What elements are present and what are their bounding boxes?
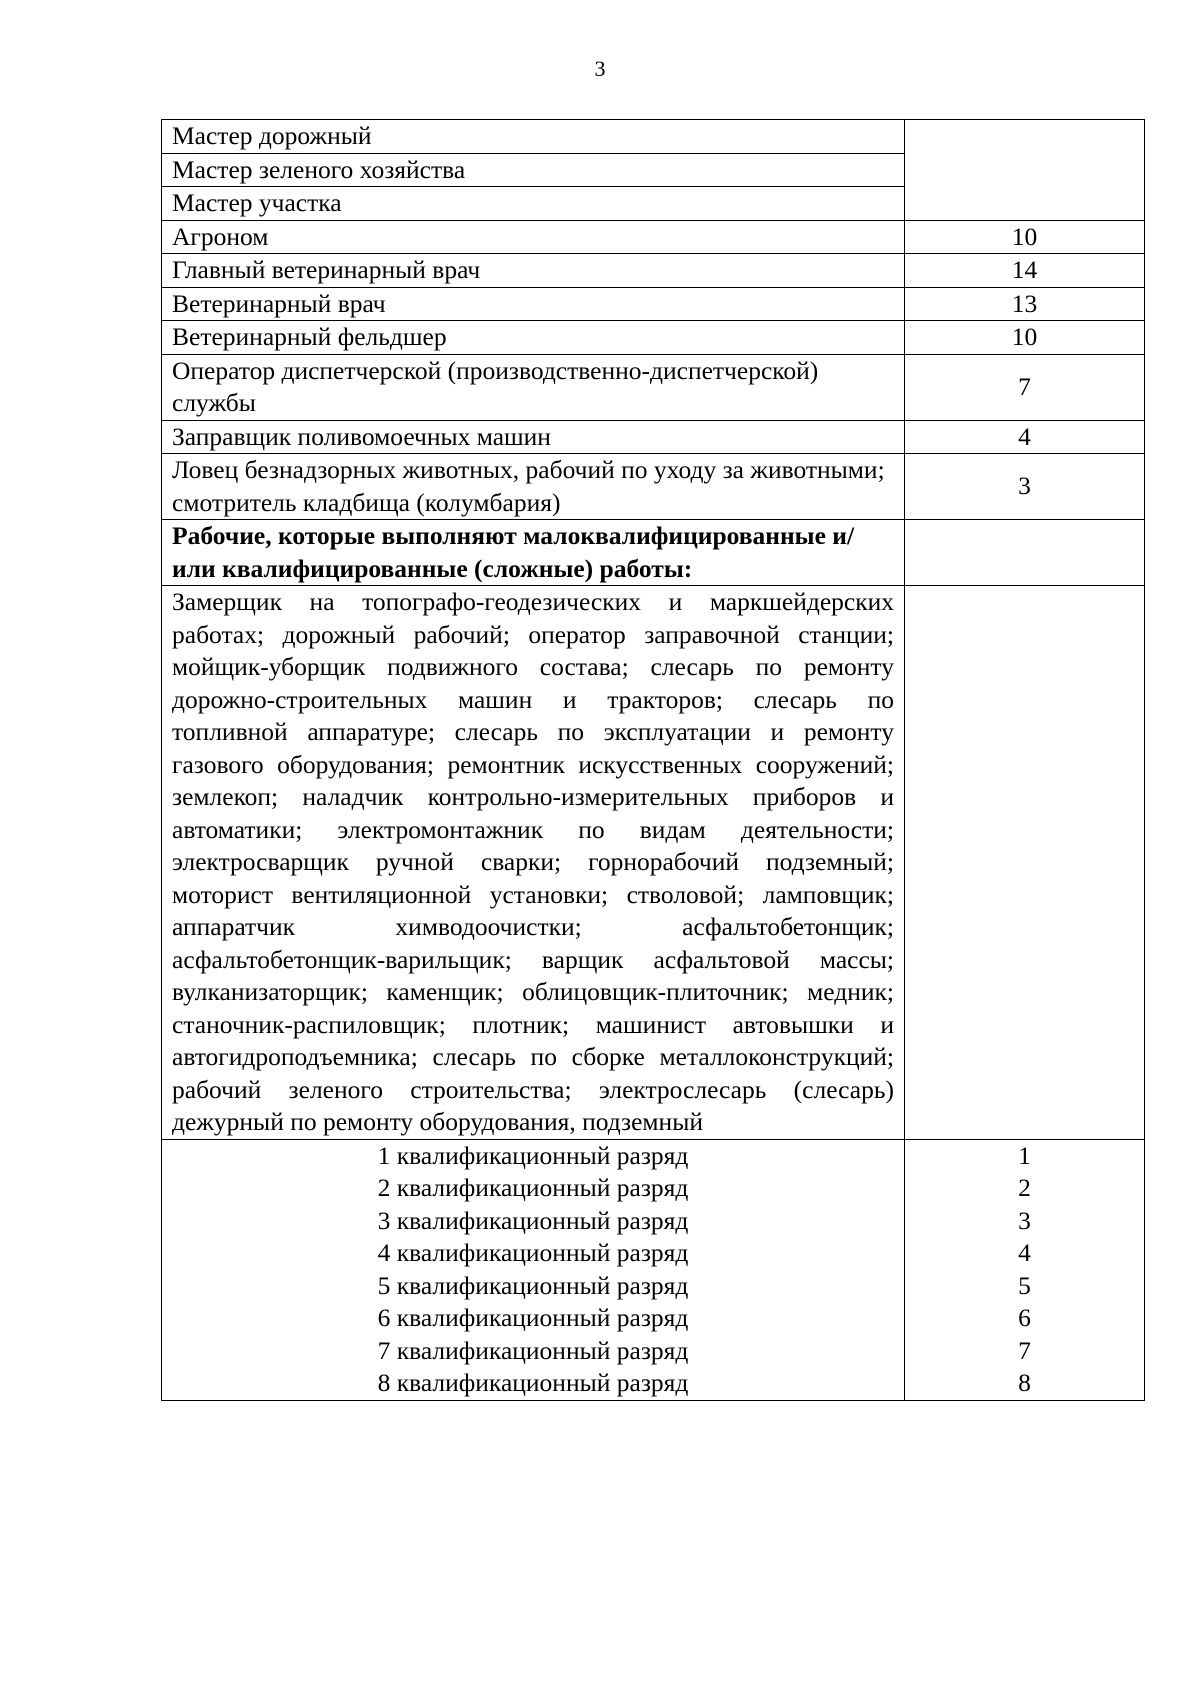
position-name: Заправщик поливомоечных машин <box>162 420 905 454</box>
grade-value: 3 <box>1018 1205 1031 1235</box>
position-name: Мастер участка <box>162 187 905 221</box>
grade-labels <box>162 1139 905 1400</box>
section-heading: Рабочие, которые выполняют малоквалифицированные и/или квалифицированные (сложные) работы: <box>162 520 905 586</box>
table-row <box>162 321 1145 355</box>
grade-value: 4 <box>1018 1238 1031 1267</box>
section-heading-row <box>162 520 1145 586</box>
position-value: 10 <box>905 321 1145 355</box>
grade-values <box>905 1139 1145 1400</box>
position-value: 7 <box>905 354 1145 420</box>
grade-label: 5 квалификационный разряд <box>377 1270 689 1300</box>
positions-table <box>161 119 1145 1401</box>
table-row <box>162 254 1145 288</box>
workers-list: Замерщик на топографо-геодезических и маркшейдерских работах; дорожный рабочий; оператор заправочной станции; мойщик-уборщик подвижного состава; слесарь по ремонту дорожно-строительных машин и тракторов; слесарь по топливной аппаратуре; слесарь по эксплуатации и ремонту газового оборудования; ремонтник искусственных сооружений; землекоп; наладчик контрольно-измерительных приборов и автоматики; электромонтажник по видам деятельности; электросварщик ручной сварки; горнорабочий подземный; моторист вентиляционной установки; стволовой; ламповщик; аппаратчик химводоочистки; асфальтобетонщик; асфальтобетонщик-варильщик; варщик асфальтовой массы; вулканизаторщик; каменщик; облицовщик-плиточник; медник; станочник-распиловщик; плотник; машинист автовышки и автогидроподъемника; слесарь по сборке металлоконструкций; рабочий зеленого строительства; электрослесарь (слесарь) дежурный по ремонту оборудования, подземный <box>162 586 905 1140</box>
table-row <box>162 220 1145 254</box>
position-value: 4 <box>905 420 1145 454</box>
position-value: 10 <box>905 220 1145 254</box>
grade-label: 8 квалификационный разряд <box>377 1368 689 1397</box>
position-value: 14 <box>905 254 1145 288</box>
workers-value <box>905 586 1145 1140</box>
grade-label: 1 квалификационный разряд <box>377 1140 689 1170</box>
position-name: Мастер дорожный <box>162 120 905 154</box>
position-value: 13 <box>905 287 1145 321</box>
grade-value: 1 <box>1018 1140 1031 1170</box>
grade-value: 2 <box>1018 1173 1031 1202</box>
table-row <box>162 120 1145 154</box>
grade-value: 7 <box>1018 1335 1031 1365</box>
table-row <box>162 420 1145 454</box>
position-name: Оператор диспетчерской (производственно-диспетчерской) службы <box>162 354 905 420</box>
grade-value: 8 <box>1018 1368 1031 1397</box>
grade-label: 4 квалификационный разряд <box>377 1238 689 1267</box>
grade-label: 2 квалификационный разряд <box>377 1173 689 1202</box>
table-row <box>162 287 1145 321</box>
position-value <box>905 120 1145 221</box>
position-name: Ловец безнадзорных животных, рабочий по уходу за животными; смотритель кладбища (колумбария) <box>162 454 905 520</box>
grade-label: 6 квалификационный разряд <box>377 1303 689 1332</box>
grade-label: 3 квалификационный разряд <box>377 1205 689 1235</box>
grade-value: 6 <box>1018 1303 1031 1332</box>
position-name: Главный ветеринарный врач <box>162 254 905 288</box>
position-name: Агроном <box>162 220 905 254</box>
grades-row <box>162 1139 1145 1400</box>
section-value <box>905 520 1145 586</box>
workers-row <box>162 586 1145 1140</box>
position-value: 3 <box>905 454 1145 520</box>
table-row <box>162 454 1145 520</box>
page-number: 3 <box>594 56 606 81</box>
position-name: Ветеринарный фельдшер <box>162 321 905 355</box>
grade-value: 5 <box>1018 1270 1031 1300</box>
table-row <box>162 354 1145 420</box>
grade-label: 7 квалификационный разряд <box>377 1335 689 1365</box>
position-name: Мастер зеленого хозяйства <box>162 153 905 187</box>
position-name: Ветеринарный врач <box>162 287 905 321</box>
